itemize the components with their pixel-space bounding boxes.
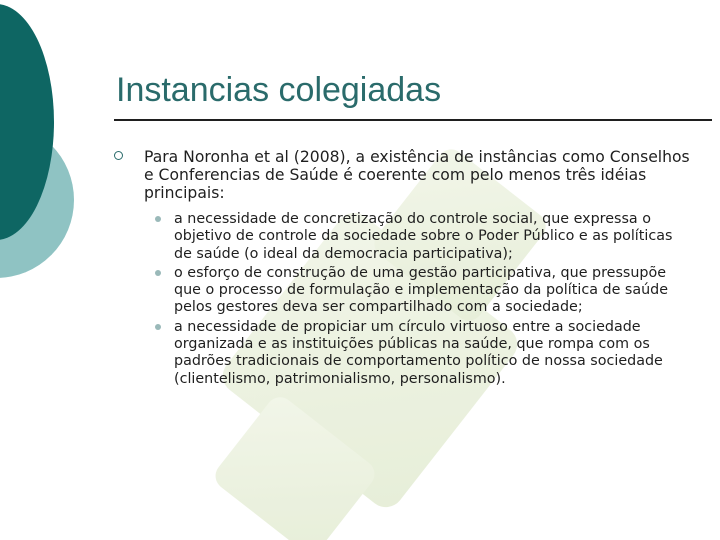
hollow-circle-bullet-icon xyxy=(114,151,123,160)
dot-bullet-icon xyxy=(155,270,161,276)
sub-bullet-text: a necessidade de propiciar um círculo virtuoso entre a sociedade organizada e as instituições públicas na saúde, que rompa com os padrões tradicionais de comportamento político de nossa sociedade (clientelismo, patrimonialismo, personalismo). xyxy=(174,318,663,387)
main-bullet-text: Para Noronha et al (2008), a existência de instâncias como Conselhos e Conferencias de Saúde é coerente com pelo menos três idéias principais: xyxy=(144,148,690,202)
main-bullet xyxy=(112,148,692,202)
sub-bullet-item xyxy=(112,211,692,263)
slide-content xyxy=(112,148,692,390)
dot-bullet-icon xyxy=(155,324,161,330)
title-divider xyxy=(114,119,712,121)
sub-bullet-text: a necessidade de concretização do controle social, que expressa o objetivo de controle da sociedade sobre o Poder Público e as políticas de saúde (o ideal da democracia participativa); xyxy=(174,211,673,262)
sub-bullet-item xyxy=(112,319,692,388)
dot-bullet-icon xyxy=(155,216,161,222)
sub-bullet-list xyxy=(112,211,692,388)
sub-bullet-item xyxy=(112,265,692,317)
slide-title: Instancias colegiadas xyxy=(116,71,442,109)
sub-bullet-text: o esforço de construção de uma gestão participativa, que pressupõe que o processo de formulação e implementação da política de saúde pelos gestores deva ser compartilhado com a sociedade; xyxy=(174,264,669,316)
